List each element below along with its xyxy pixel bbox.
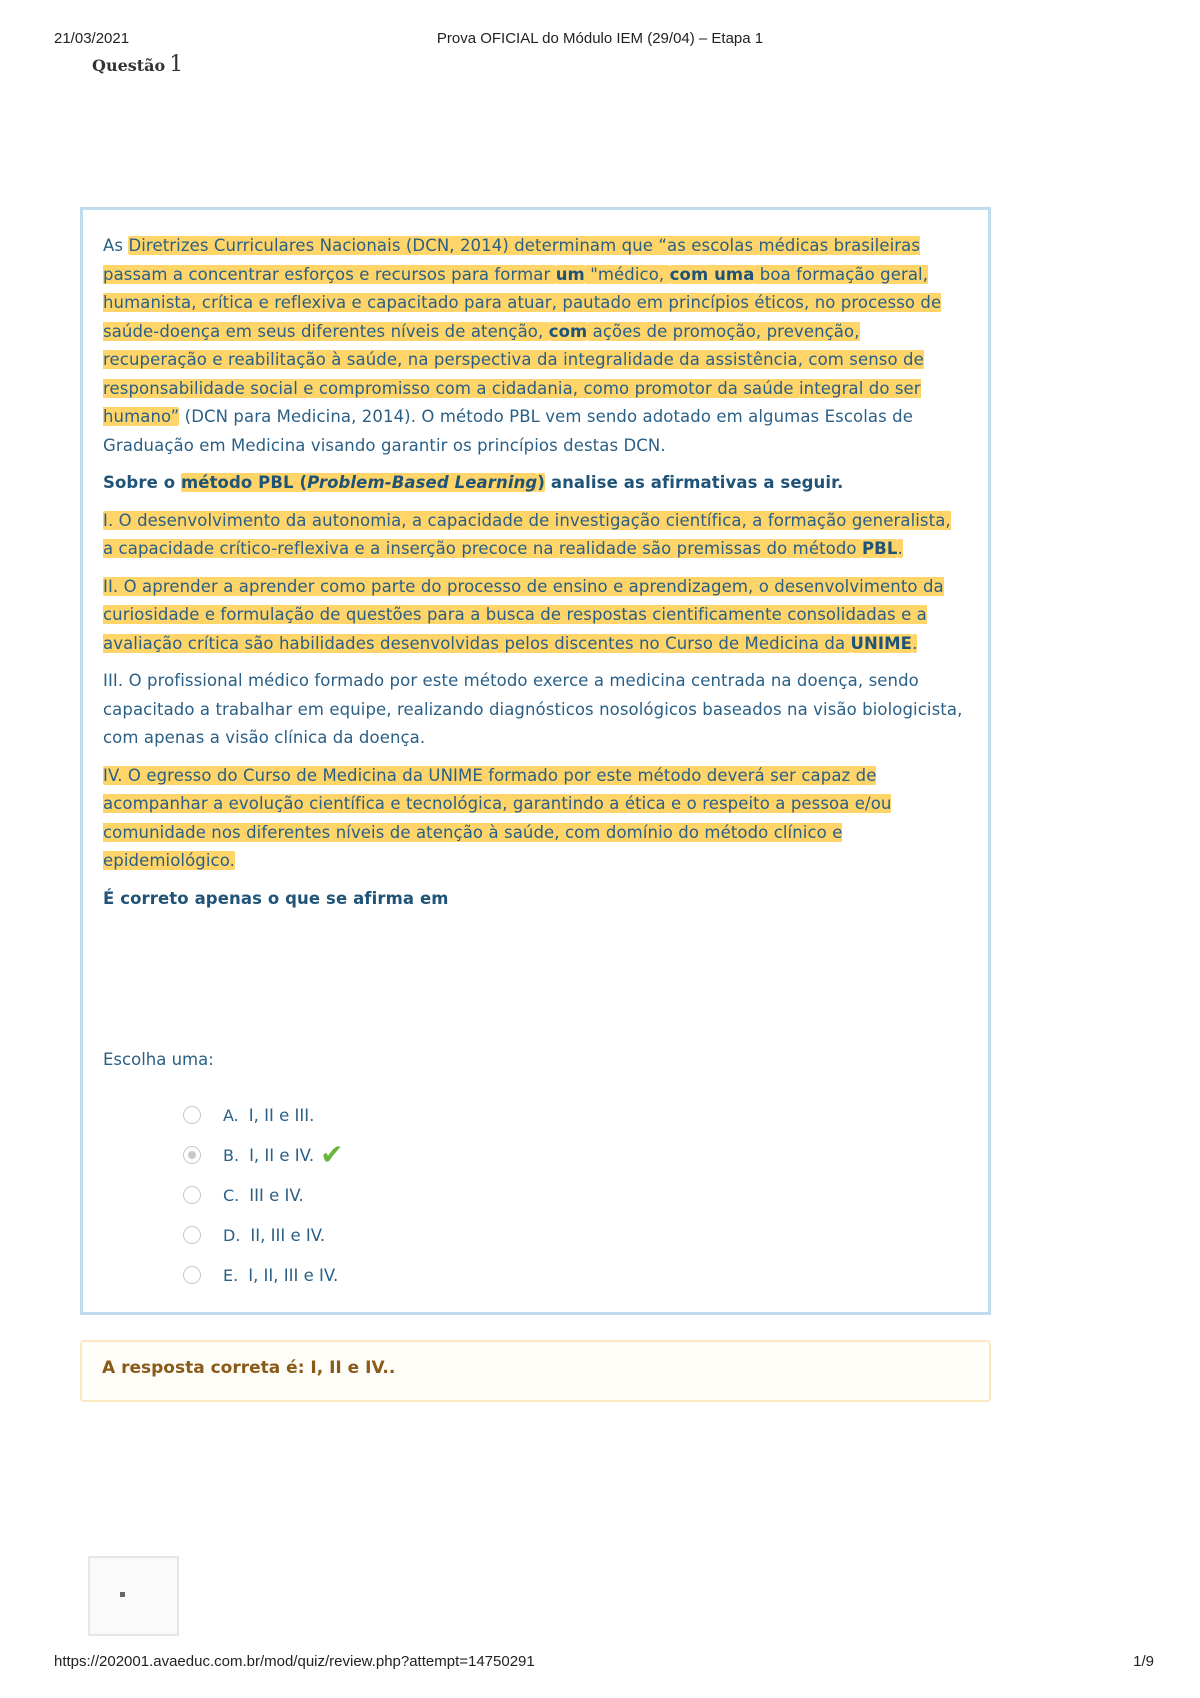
intro-part-2: Diretrizes Curriculares Nacionais (DCN, 2014) determinam que “as escolas médicas brasileiras passam a concentrar esforços e recursos para formar [103,236,921,284]
statement-2 [103,573,963,659]
intro-part-1: As [103,236,129,255]
question-label [92,52,183,77]
intro-part-9: (DCN para Medicina, 2014). O método PBL vem sendo adotado em algumas Escolas de Graduação em Medicina visando garantir os princípios destas DCN. [103,407,913,455]
option-d-text: II, III e IV. [250,1225,326,1245]
question-number: 1 [169,52,184,77]
option-b[interactable] [183,1140,344,1170]
statement-3 [103,667,963,753]
question-ask: É correto apenas o que se afirma em [103,888,449,908]
option-a-letter: A. [223,1105,239,1125]
correct-answer-text: A resposta correta é: I, II e IV.. [102,1358,396,1378]
prompt-part-1: Sobre o [103,473,181,492]
option-b-text: I, II e IV. [249,1145,315,1165]
question-intro [103,232,963,460]
option-e[interactable] [183,1260,338,1290]
intro-part-7: com [548,321,588,341]
statement-4 [103,762,963,876]
nav-dot-icon [120,1592,125,1597]
option-a-text: I, II e III. [248,1105,315,1125]
option-e-text: I, II, III e IV. [248,1265,339,1285]
document-title: Prova OFICIAL do Módulo IEM (29/04) – Etapa 1 [436,30,764,47]
prompt-part-2: método PBL ( [180,473,308,492]
prompt-part-5: analise as afirmativas a seguir. [544,473,844,492]
statement-1-bold: PBL [861,539,898,558]
question-label-text: Questão [92,56,166,75]
statement-2-end: . [912,633,918,653]
intro-part-4: "médico, [584,264,670,284]
page-number: 1/9 [1133,1653,1154,1670]
option-a[interactable] [183,1100,314,1130]
option-d[interactable] [183,1220,325,1250]
intro-part-8: ações de promoção, prevenção, recuperação e reabilitação à saúde, na perspectiva da integralidade da assistência, com senso de responsabilidade social e compromisso com a cidadania, como promotor da saúde integral do ser humano” [103,321,924,426]
statement-1-text: I. O desenvolvimento da autonomia, a capacidade de investigação científica, a formação generalista, a capacidade crítico-reflexiva e a inserção precoce na realidade são premissas do método [103,510,951,558]
print-date: 21/03/2021 [54,30,130,47]
page-url: https://202001.avaeduc.com.br/mod/quiz/review.php?attempt=14750291 [54,1653,535,1670]
option-d-radio[interactable] [183,1226,201,1244]
option-b-radio[interactable] [183,1146,201,1164]
quiz-nav-button[interactable] [88,1556,179,1636]
intro-part-6: boa formação geral, humanista, crítica e reflexiva e capacitado para atuar, pautado em princípios éticos, no processo de saúde-doença em seus diferentes níveis de atenção, [103,264,942,341]
feedback-box [80,1340,991,1402]
intro-part-3: um [555,264,585,284]
intro-part-5: com uma [669,264,755,284]
prompt-part-3: Problem-Based Learning [307,473,538,492]
check-icon: ✔ [320,1138,344,1171]
statement-1 [103,507,963,564]
question-text [103,232,963,922]
option-c-radio[interactable] [183,1186,201,1204]
option-e-letter: E. [223,1265,239,1285]
statement-4-text: IV. O egresso do Curso de Medicina da UNIME formado por este método deverá ser capaz de acompanhar a evolução científica e tecnológica, garantindo a ética e o respeito a pessoa e/ou comunidade nos diferentes níveis de atenção à saúde, com domínio do método clínico e epidemiológico. [103,765,892,870]
option-c-letter: C. [223,1185,240,1205]
statement-2-text: II. O aprender a aprender como parte do processo de ensino e aprendizagem, o desenvolvimento da curiosidade e formulação de questões para a busca de respostas cientificamente consolidadas e a avaliação crítica são habilidades desenvolvidas pelos discentes no Curso de Medicina da [103,576,944,653]
question-box [80,207,991,1315]
option-a-radio[interactable] [183,1106,201,1124]
choose-label: Escolha uma: [103,1050,214,1069]
option-d-letter: D. [223,1225,241,1245]
option-c[interactable] [183,1180,304,1210]
question-prompt [103,469,963,498]
prompt-part-4: ) [537,473,545,492]
statement-2-bold: UNIME [850,633,913,653]
option-b-letter: B. [223,1145,240,1165]
statement-3-text: III. O profissional médico formado por este método exerce a medicina centrada na doença, sendo capacitado a trabalhar em equipe, realizando diagnósticos nosológicos baseados na visão biologicista, com apenas a visão clínica da doença. [103,671,963,747]
option-c-text: III e IV. [249,1185,304,1205]
option-e-radio[interactable] [183,1266,201,1284]
statement-1-end: . [897,539,903,558]
